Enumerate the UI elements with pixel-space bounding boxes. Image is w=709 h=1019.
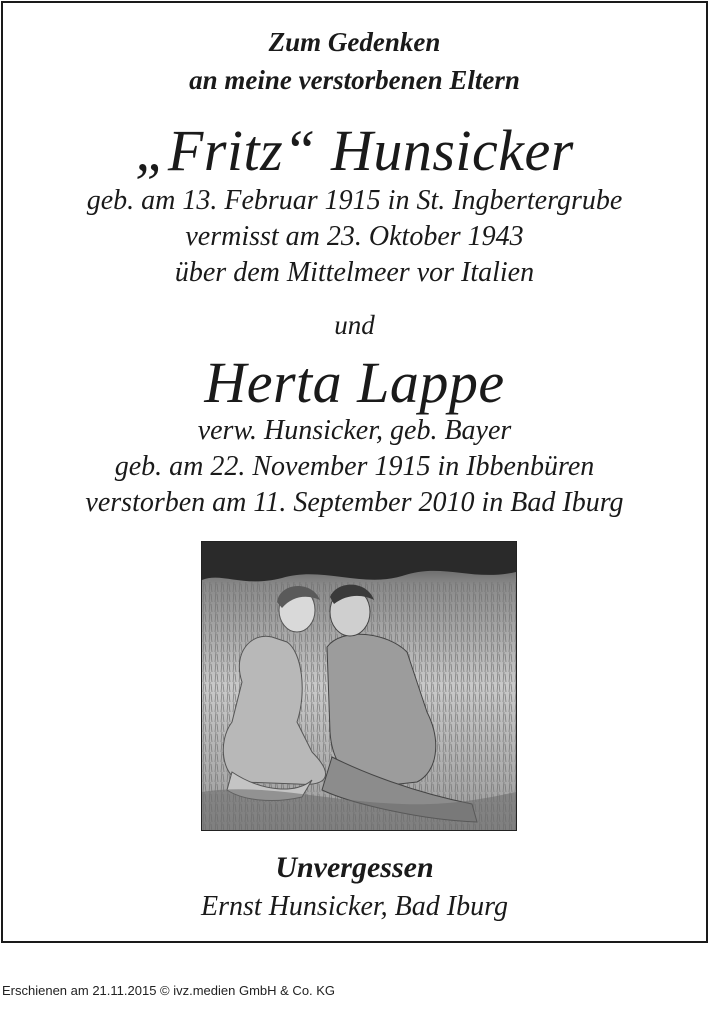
publication-footer: Erschienen am 21.11.2015 © ivz.medien GmbH & Co. KG xyxy=(2,983,336,998)
couple-photo xyxy=(201,541,517,831)
separator-und: und xyxy=(334,310,375,340)
person1-missing: vermisst am 23. Oktober 1943 xyxy=(185,221,524,252)
person1-birth: geb. am 13. Februar 1915 in St. Ingbertergrube xyxy=(86,185,623,216)
closing-word: Unvergessen xyxy=(275,851,434,884)
signature-line: Ernst Hunsicker, Bad Iburg xyxy=(201,891,508,922)
person2-name: Herta Lappe xyxy=(204,350,505,415)
obituary-notice xyxy=(1,1,708,943)
person1-location: über dem Mittelmeer vor Italien xyxy=(174,257,535,288)
heading-line-2: an meine verstorbenen Eltern xyxy=(189,65,520,95)
couple-photo-icon xyxy=(202,542,516,830)
person2-birth: geb. am 22. November 1915 in Ibbenbüren xyxy=(114,451,595,482)
heading-line-1: Zum Gedenken xyxy=(268,27,441,57)
person2-maiden: verw. Hunsicker, geb. Bayer xyxy=(197,415,512,446)
person1-name: „Fritz“ Hunsicker xyxy=(135,118,574,183)
person2-death: verstorben am 11. September 2010 in Bad Iburg xyxy=(85,487,624,518)
